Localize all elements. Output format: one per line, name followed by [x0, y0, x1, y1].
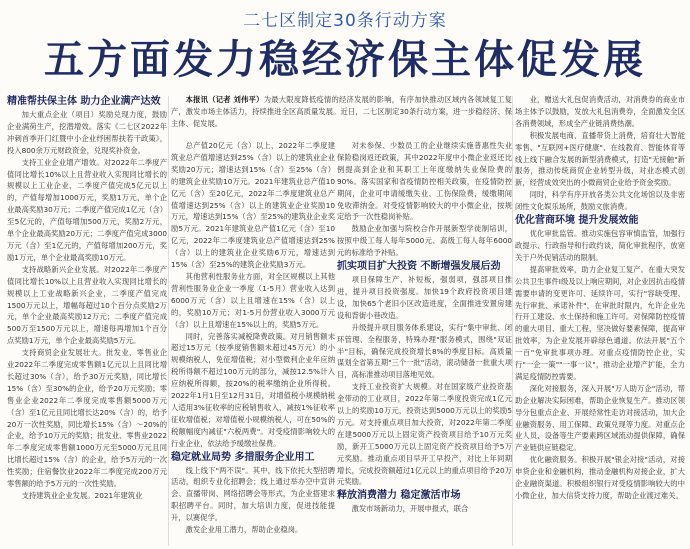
paragraph: 积极发展电商、直播带货上消费，培育壮大智能零售、"互联网+医疗健康"、在线教育、智能体育等线上线下融合发展的新型消费模式，打造"无接触"新服务，推动传统商贸企业转型升级，对业态模式创新，经营成效突出的小微商贸企业给予资金奖励。	[515, 130, 685, 188]
section-heading-3: 抓实项目扩大投资 不断增强发展后劲	[337, 261, 501, 273]
paragraph: 业，赠送大礼包促消费活动，对消费券的商业市场主体予以鼓励，发放大礼包消费券，全面激发全区各消费领域，形成全产业链消费热潮。	[515, 95, 685, 128]
paragraph: 加大重点企业（项目）奖励兑现力度，鼓励企业满荷生产，挖潜增效。落实《二七区2022年冲刺首季开门红暨中小企业纾困帮扶若干政策》，投入800余万元财政资金，兑现奖补资金。	[7, 110, 167, 155]
article-headline: 五方面发力稳经济保主体促发展	[44, 37, 646, 83]
paragraph: 激发企业用工潜力，帮助企业稳岗。	[185, 525, 303, 535]
paragraph: 对未参保、少数员工的企业继续实施普惠性失业保险稳岗返还政策，其中2022年度中小微企业返还比例提高到企业和其职工上年度缴纳失业保险费的90%。落实国家和省疫情防控相关政策，在疫情防控期间，企业可申请缓缴失业、工伤保险费，缓缴期间免收滞纳金。对受疫情影响较大的中小微企业，按规定给予一次性稳岗补贴。	[337, 141, 512, 222]
paragraph: 支持建筑业企业发展。2021年建筑业	[21, 491, 143, 500]
column-divider	[168, 96, 169, 546]
paragraph: 同时，完善落实减税降费政策。对月销售额未超过15万元（按季度销售额未超过45万元）的小规模纳税人，免征增值税；对小型微利企业年应纳税所得额不超过100万元的部分，减按12.5%计入应纳税所得额，按20%的税率缴纳企业所得税。2022年1月1日至12月31日，对增值税小规模纳税人适用3%征收率的应税销售收入，减按1%征收率征收增值税；对增值税小规模纳税人，可在50%的税额幅度内减征"六税两费"。对受疫情影响较大的行业企业，依法给予缓缴社保费。	[171, 331, 335, 448]
paragraph: 鼓励企业加强与院校合作开展新型学徒制培训，按照中级工每人每年5000元、高级工每人每年6000元的标准给予补贴。	[337, 224, 512, 258]
article-kicker: 二七区制定30条行动方案	[243, 11, 447, 31]
paragraph: 其他营利性服务业方面，对全区规模以上其他营利性服务业企业一季度（1-5月）营业收入达到6000万元（含）以上且增速在15%（含）以上的，奖励10万元；对1-5月份营业收入3000万元（含）以上且增速在15%以上的，奖励5万元。	[171, 271, 335, 329]
paragraph: 优化融资服务。积极开展"银企对接"活动，对接申贷企业和金融机构，推动金融机构对接企业，扩大企业融资渠道。积极组织银行对受疫情影响较大的中小微企业，加大信贷支持力度，帮助企业渡过难关。	[515, 455, 685, 500]
paragraph: 总产值20亿元（含）以上，2022年二季度建筑业总产值增速达到25%（含）以上的建筑业企业奖励20万元；增速达到15%（含）至25%（含）的建筑企业奖励10万元。2021年建筑业总产值10亿元（含）至20亿元，2022年二季度建筑业总产值增速达到25%（含）以上的建筑业企业奖励10万元，增速达到15%（含）至25%的建筑业企业奖励5万元。2021年建筑业总产值1亿元（含）至10亿元，2022年二季度建筑业总产值增速达到25%（含）以上的建筑业企业奖励6万元，增速达到15%（含）至25%的建筑企业奖励3万元。	[171, 141, 335, 270]
paragraph: 线上线下"两不误"。其中，线下依托大型招聘活动，组织专业化招聘会；线上通过举办空中宣讲会、直播带岗、网络招聘会等形式，为企业搭建求职招聘平台。同时，加大培训力度，促进技能提升，以赛促学。	[171, 465, 335, 523]
paragraph: 支持战略新兴企业发展。对2022年二季度产值同比增长10%以上且营业收入实现同比增长的规模以上工业战略新兴企业，二季度产值完成1500万元以上，增幅每超过10个百分点奖励2万元，单个企业最高奖励12万元；二季度产值完成500万至1500万元以上，增速每再增加1个百分点奖励1万元，单个企业最高奖励5万元。	[7, 264, 167, 346]
column-divider	[512, 96, 513, 546]
paragraph: 升级提升项目服务体系建设，实行"集中审批、闭环管理、全程服务，特殊办理"服务模式，围绕"双证半"目标，确保完成投资增长8%的季度目标。高质量谋划全省第五期"三个一批"活动，滚动储备一批重大项目，高标准推动项目落地见效。	[337, 322, 512, 380]
byline-text: 为最大限度降低疫情的经济发展的影响，有序加快推动区域内各领域复工复产，激发市场主体活力，持续推进全区高质量发展。近日，二七区制定30条行动方案，进一步稳经济、保主体、促发展。	[171, 95, 512, 128]
paragraph: 同时，科学有序开放各类公共文化场馆以及非密闭性文化娱乐场所，鼓励文旅消费。	[515, 190, 685, 212]
paragraph: 深化对接服务，深入开展"万人助万企"活动，帮助企业解决实际困难，帮助企业恢复生产。推动区领导分包重点企业、开展经常性走访对接活动，加大企业融资服务、用工保障、政策兑现等力度。对重点企业人员、设备等生产要素跨区域流动提供保障，确保产业链供应链稳定。	[515, 383, 685, 453]
byline-label: 本报讯（记者 刘伟平）	[185, 95, 264, 104]
column-3	[337, 140, 512, 549]
paragraph: 支持商贸企业发展壮大。批发业、零售业企业2022年二季度完成零售额1亿元以上且同比增长超过30%（含），给予30万元奖励，同比增长15%（含）至30%的企业，给予20万元奖励；零售业企业2022年二季度完成零售额5000万元（含）至1亿元且同比增长达20%（含）的，给予20万一次性奖励，同比增长15%（含）～20%的企业，给予10万元的奖励；批发业、零售业2022年二季度完成零售额1000万元至5000万元且同比增长超过15%（含）的企业，给予5万元的一次性奖励；住宿餐饮业2022年二季度完成200万元零售额的给予5万元的一次性奖励。	[7, 348, 167, 489]
paragraph: 激发市场新动力，开展申报式，联合	[351, 504, 469, 514]
byline-paragraph	[171, 94, 512, 130]
section-heading-4: 释放消费潜力 稳定激活市场	[337, 490, 461, 502]
byline-block	[171, 94, 512, 138]
section-heading-5: 优化营商环境 提升发展效能	[515, 215, 639, 227]
column-4	[515, 94, 685, 549]
section-heading-1: 精准帮扶保主体 助力企业满产达效	[7, 96, 161, 107]
paragraph: 项目保障生产、补短板，强弱项，强部项目推进，提升项目投资强度。加快19个政府投资项目建设，加快65个老旧小区改造进度，全面推进安置房建设和背街小巷改造。	[337, 275, 512, 320]
column-2	[171, 140, 335, 549]
paragraph: 提高审批效率，助力企业复工复产。在重大突发公共卫生事件Ⅰ级及以上响应期间，对企业因抗击疫情需要申请的变更许可、延续许可，实行"容缺受理、先行审批、承诺补件"，在审批时限内，允许企业先行开工建设、水土保持和施工许可。对保障防控疫情的重大项目、重大工程，坚决做好要素保障，提高审批效率，为企业发展开辟绿色通道。依法开展"五个一百"免审批事项办理。对重点疫情防控企业，实行"一企一策""一事一议"，推动企业增产扩能，全力满足疫情防控需要。	[515, 264, 685, 381]
paragraph: 支持工业企业增产增效。对2022年二季度产值同比增长10%以上且营业收入实现同比增长的规模以上工业企业，二季度产值完成5亿元以上的，产值每增加1000万元，奖励1万元，单个企业最高奖励30万元；二季度产值完成1亿元（含）至5亿元的，产值每增加500万元，奖励2万元，单个企业最高奖励20万元；二季度产值完成3000万元（含）至1亿元的，产值每增加200万元，奖励1万元，单个企业最高奖励10万元。	[7, 157, 167, 262]
paragraph: 优化审批监管。推动实施包容审慎监管，加强行政提示、行政指导和行政约谈，简化审批程序，放宽关于户外促销活动的限制。	[515, 229, 685, 262]
paragraph: 支持工业投资扩大规模。对在国家级产业投资基金带动的工业项目，2022年第二季度投资完成1亿元以上的奖励10万元，投资达到5000万元以上的奖励5万元。对支持重点项目加大投资，对2022年第二季度在建5000万元以上固定资产投资项目给予10万元奖励，新开工5000万元以上固定资产投资项目给予5万元奖励。推动重点项目早开工早投产，对比上年同期增长，完成投资额超过1亿元以上的重点项目给予20万元奖励。	[337, 382, 512, 487]
column-1	[7, 94, 167, 549]
section-heading-2: 稳定就业局势 多措服务企业用工	[171, 451, 315, 463]
